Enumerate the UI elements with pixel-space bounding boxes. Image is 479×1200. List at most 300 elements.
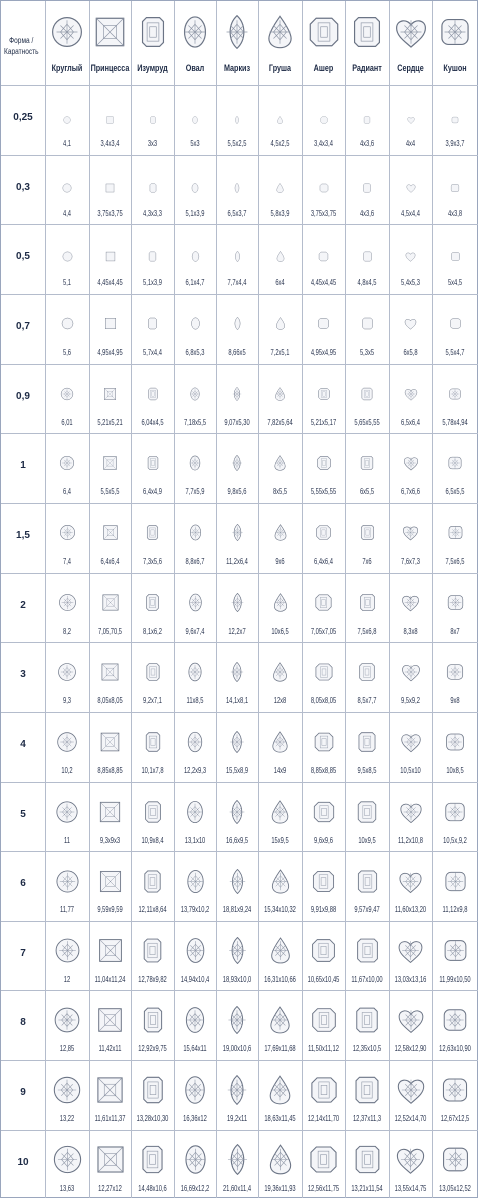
shape-column-header: Ашер: [313, 63, 334, 73]
cushion-gem-icon: [441, 1006, 469, 1039]
size-value: 5x3: [190, 139, 200, 148]
emerald-gem-icon: [143, 593, 162, 617]
round-gem-icon: [55, 869, 80, 899]
size-value: 6,4x4,9: [143, 487, 162, 497]
oval-gem-icon: [186, 593, 205, 617]
size-value: 6,01: [61, 417, 73, 427]
size-value: 18,63x11,45: [264, 1114, 296, 1124]
size-value: 6,8x5,3: [185, 347, 205, 357]
marquise-gem-icon: [223, 1006, 251, 1039]
size-value: 7,18x5,5: [183, 417, 207, 427]
cushion-gem-icon: [447, 455, 463, 476]
oval-gem-icon: [183, 869, 208, 899]
heart-gem-icon: [394, 15, 428, 54]
row-divider: [1, 921, 478, 922]
radiant-gem-icon: [362, 249, 373, 267]
round-gem-icon: [58, 593, 77, 617]
size-value: 15x9,5: [271, 835, 289, 845]
shape-column-header: Кушон: [443, 63, 467, 73]
size-value: 5,78x4,94: [442, 417, 468, 427]
asscher-gem-icon: [312, 800, 336, 829]
size-value: 5,8x3,9: [270, 208, 290, 218]
heart-gem-icon: [402, 524, 419, 546]
size-value: 5,4x5,3: [401, 278, 420, 288]
size-value: 11,2x10,8: [398, 835, 423, 845]
carat-label: 5: [20, 808, 26, 820]
cushion-gem-icon: [443, 869, 468, 899]
oval-gem-icon: [190, 180, 200, 198]
size-value: 11x8,5: [186, 696, 204, 706]
size-value: 15,64x11: [183, 1044, 207, 1054]
cushion-gem-icon: [450, 180, 460, 198]
carat-label: 0,5: [16, 251, 30, 263]
size-value: 6,04x4,5: [141, 417, 164, 427]
size-value: 12,56x11,75: [307, 1183, 340, 1193]
radiant-gem-icon: [356, 731, 378, 758]
size-value: 13,63: [59, 1183, 75, 1193]
princess-gem-icon: [106, 111, 114, 129]
size-value: 5,55x5,55: [310, 487, 337, 497]
size-value: 7,7x4,4: [227, 278, 247, 288]
size-value: 13,22: [59, 1114, 75, 1124]
size-value: 10x9,5: [358, 835, 376, 845]
row-divider: [1, 224, 478, 225]
shape-column-header: Груша: [268, 63, 292, 73]
column-divider: [258, 1, 259, 1198]
size-value: 8,3x8: [403, 626, 418, 636]
size-value: 6,1x4,7: [185, 278, 205, 288]
size-value: 13,1x10: [184, 835, 206, 845]
row-divider: [1, 155, 478, 156]
row-divider: [1, 364, 478, 365]
size-value: 10,1x7,8: [141, 765, 164, 775]
princess-gem-icon: [98, 800, 122, 829]
princess-gem-icon: [105, 249, 116, 267]
size-value: 9,2x7,1: [143, 696, 162, 706]
size-value: 9,5x9,2: [401, 696, 420, 706]
marquise-gem-icon: [229, 455, 245, 476]
size-value: 18,81x9,24: [222, 905, 252, 915]
carat-label: 4: [20, 738, 26, 750]
emerald-gem-icon: [146, 387, 160, 406]
size-value: 12,2x7: [228, 626, 246, 636]
row-divider: [1, 573, 478, 574]
asscher-gem-icon: [314, 662, 334, 687]
round-gem-icon: [60, 387, 74, 406]
pear-gem-icon: [267, 937, 294, 969]
size-value: 8,8x6,7: [185, 556, 205, 566]
princess-gem-icon: [103, 387, 117, 406]
carat-label: 0,7: [16, 320, 30, 332]
heart-gem-icon: [395, 1144, 426, 1180]
emerald-gem-icon: [139, 1006, 167, 1039]
round-gem-icon: [50, 15, 84, 54]
size-value: 6,5x5,5: [445, 487, 465, 497]
size-value: 4,1: [62, 139, 72, 148]
emerald-gem-icon: [138, 1075, 168, 1110]
princess-gem-icon: [105, 180, 115, 198]
size-value: 12,63x10,90: [439, 1044, 471, 1054]
size-value: 9,91x9,88: [310, 905, 337, 915]
size-value: 5,5x2,5: [227, 139, 247, 148]
size-value: 12,35x10,5: [352, 1044, 382, 1054]
cushion-gem-icon: [445, 662, 465, 687]
size-value: 3x3: [147, 139, 158, 148]
asscher-gem-icon: [310, 1006, 338, 1039]
emerald-gem-icon: [140, 869, 165, 899]
oval-gem-icon: [187, 524, 204, 546]
pear-gem-icon: [270, 662, 290, 687]
size-value: 8,05x8,05: [310, 696, 337, 706]
carat-label: 10: [17, 1156, 29, 1168]
round-gem-icon: [59, 524, 76, 546]
emerald-gem-icon: [144, 524, 161, 546]
size-value: 9,5x8,5: [357, 765, 377, 775]
marquise-gem-icon: [228, 593, 247, 617]
marquise-gem-icon: [233, 111, 241, 129]
marquise-gem-icon: [222, 1075, 252, 1110]
round-gem-icon: [62, 180, 72, 198]
size-value: 9,8x5,6: [227, 487, 247, 497]
column-divider: [302, 1, 303, 1198]
size-value: 11,50x11,12: [308, 1044, 339, 1054]
size-value: 7,3x5,6: [143, 556, 162, 566]
emerald-gem-icon: [147, 249, 158, 267]
size-value: 14x9: [273, 765, 287, 775]
round-gem-icon: [55, 800, 79, 829]
size-value: 5,21x5,17: [310, 417, 337, 427]
corner-header-line1: Форма /: [9, 36, 34, 45]
emerald-gem-icon: [141, 800, 165, 829]
size-value: 8x5,5: [272, 487, 288, 497]
column-divider: [174, 1, 175, 1198]
size-value: 6x5,8: [403, 347, 418, 357]
oval-gem-icon: [189, 317, 202, 335]
size-value: 4,5x2,5: [270, 139, 290, 148]
size-value: 10,5x,9,2: [443, 835, 467, 845]
oval-gem-icon: [191, 111, 199, 129]
carat-label: 0,25: [13, 112, 33, 123]
size-value: 9x8: [450, 696, 460, 706]
round-gem-icon: [53, 1006, 81, 1039]
carat-label: 6: [20, 878, 26, 890]
size-value: 12,67x12,5: [440, 1114, 470, 1124]
heart-gem-icon: [405, 249, 416, 267]
size-value: 13,55x14,75: [394, 1183, 427, 1193]
size-value: 11,60x13,20: [394, 905, 427, 915]
pear-gem-icon: [269, 731, 291, 758]
size-value: 4x4: [405, 139, 416, 148]
oval-gem-icon: [178, 15, 212, 54]
heart-gem-icon: [406, 180, 416, 198]
marquise-gem-icon: [229, 524, 246, 546]
asscher-gem-icon: [310, 937, 337, 969]
cushion-gem-icon: [443, 800, 467, 829]
size-value: 6,5x6,4: [401, 417, 420, 427]
emerald-gem-icon: [139, 937, 166, 969]
radiant-gem-icon: [362, 180, 372, 198]
size-value: 11,67x10,00: [351, 974, 383, 984]
heart-gem-icon: [400, 731, 422, 758]
corner-header: [4, 35, 38, 57]
marquise-gem-icon: [225, 800, 249, 829]
emerald-gem-icon: [148, 180, 158, 198]
size-value: 12x8: [273, 696, 287, 706]
size-value: 6x5,5: [359, 487, 375, 497]
oval-gem-icon: [185, 662, 205, 687]
size-value: 4,45x4,45: [310, 278, 337, 288]
marquise-gem-icon: [225, 869, 250, 899]
pear-gem-icon: [274, 317, 287, 335]
cushion-gem-icon: [448, 387, 462, 406]
marquise-gem-icon: [232, 180, 242, 198]
pear-gem-icon: [265, 1144, 296, 1180]
column-divider: [345, 1, 346, 1198]
size-value: 5,7x4,4: [143, 347, 162, 357]
size-value: 5,6: [62, 347, 72, 357]
size-value: 8,5x7,7: [357, 696, 377, 706]
size-value: 4,5x4,4: [401, 208, 420, 218]
asscher-gem-icon: [314, 593, 333, 617]
size-value: 9,6x7,4: [185, 626, 205, 636]
cushion-gem-icon: [446, 593, 465, 617]
princess-gem-icon: [102, 455, 118, 476]
size-value: 9,57x9,47: [354, 905, 380, 915]
pear-gem-icon: [263, 15, 297, 54]
size-value: 7,2x5,1: [270, 347, 290, 357]
shape-column-header: Круглый: [51, 63, 83, 73]
princess-gem-icon: [100, 662, 120, 687]
size-value: 9,6x9,6: [314, 835, 333, 845]
radiant-gem-icon: [359, 455, 375, 476]
carat-label: 0,9: [16, 390, 30, 402]
size-value: 16,36x12: [183, 1114, 207, 1124]
size-value: 6,5x3,7: [227, 208, 247, 218]
size-value: 7,05,70,5: [97, 626, 123, 636]
size-value: 5,65x5,55: [354, 417, 380, 427]
radiant-gem-icon: [357, 662, 377, 687]
size-value: 10x6,5: [271, 626, 289, 636]
princess-gem-icon: [98, 869, 123, 899]
pear-gem-icon: [273, 387, 287, 406]
princess-gem-icon: [96, 1006, 124, 1039]
column-divider: [45, 1, 46, 1198]
cushion-gem-icon: [440, 1075, 470, 1110]
size-value: 8,05x8,05: [97, 696, 123, 706]
size-value: 10x8,5: [446, 765, 464, 775]
princess-gem-icon: [97, 937, 124, 969]
size-value: 15,34x10,32: [264, 905, 296, 915]
size-value: 10,2: [61, 765, 73, 775]
shape-column-header: Принцесса: [90, 63, 130, 73]
marquise-gem-icon: [220, 15, 254, 54]
size-value: 7,05x7,05: [310, 626, 337, 636]
header-divider: [1, 85, 478, 86]
column-divider: [389, 1, 390, 1198]
carat-label: 1,5: [16, 529, 30, 541]
size-value: 10,9x8,4: [141, 835, 164, 845]
pear-gem-icon: [266, 1006, 294, 1039]
radiant-gem-icon: [363, 111, 371, 129]
corner-header-line2: Каратность: [4, 47, 39, 56]
round-gem-icon: [52, 1144, 83, 1180]
size-value: 14,94x10,4: [180, 974, 210, 984]
size-value: 11,04x11,24: [94, 974, 126, 984]
pear-gem-icon: [268, 800, 292, 829]
princess-gem-icon: [95, 1075, 125, 1110]
pear-gem-icon: [271, 593, 290, 617]
carat-label: 1: [20, 460, 26, 472]
heart-gem-icon: [397, 1006, 425, 1039]
size-value: 12,11x8,64: [138, 905, 167, 915]
shape-column-header: Маркиз: [223, 63, 251, 73]
round-gem-icon: [62, 249, 73, 267]
size-value: 7x6: [362, 556, 372, 566]
size-value: 16,69x12,2: [180, 1183, 210, 1193]
row-divider: [1, 851, 478, 852]
size-value: 7,4: [62, 556, 72, 566]
oval-gem-icon: [180, 1144, 211, 1180]
emerald-gem-icon: [137, 1144, 168, 1180]
size-value: 8,1x6,2: [143, 626, 162, 636]
size-value: 12: [63, 974, 71, 984]
carat-label: 9: [20, 1087, 26, 1099]
size-value: 12,14x11,70: [307, 1114, 340, 1124]
size-value: 19,36x11,93: [264, 1183, 296, 1193]
cushion-gem-icon: [440, 1144, 471, 1180]
marquise-gem-icon: [222, 1144, 253, 1180]
round-gem-icon: [52, 1075, 82, 1110]
size-value: 16,31x10,66: [264, 974, 296, 984]
asscher-gem-icon: [311, 869, 336, 899]
marquise-gem-icon: [226, 731, 248, 758]
size-value: 8,85x8,85: [310, 765, 337, 775]
cushion-gem-icon: [442, 937, 469, 969]
size-value: 5x4,5: [447, 278, 463, 288]
size-value: 8,66x5: [228, 347, 246, 357]
heart-gem-icon: [397, 937, 424, 969]
size-value: 5,1x3,9: [143, 278, 162, 288]
size-value: 11,61x11,37: [94, 1114, 126, 1124]
pear-gem-icon: [275, 249, 286, 267]
size-value: 3,9x3,7: [445, 139, 465, 148]
asscher-gem-icon: [309, 1075, 339, 1110]
pear-gem-icon: [272, 455, 288, 476]
marquise-gem-icon: [230, 387, 244, 406]
emerald-gem-icon: [149, 111, 157, 129]
size-value: 12,78x9,82: [138, 974, 167, 984]
heart-gem-icon: [404, 317, 417, 335]
column-divider: [89, 1, 90, 1198]
size-value: 12,2x9,3: [183, 765, 207, 775]
round-gem-icon: [61, 317, 74, 335]
size-value: 4,8x4,5: [357, 278, 377, 288]
size-value: 13,79x10,2: [180, 905, 210, 915]
oval-gem-icon: [190, 249, 201, 267]
size-value: 9,07x5,30: [224, 417, 250, 427]
size-value: 12,37x11,3: [352, 1114, 382, 1124]
size-value: 4x3,6: [359, 208, 375, 218]
emerald-gem-icon: [146, 317, 159, 335]
size-value: 5,5x5,5: [100, 487, 120, 497]
size-value: 7,5x6,5: [445, 556, 465, 566]
cushion-gem-icon: [438, 15, 472, 54]
pear-gem-icon: [275, 180, 285, 198]
radiant-gem-icon: [350, 15, 384, 54]
marquise-gem-icon: [227, 662, 247, 687]
oval-gem-icon: [180, 1075, 210, 1110]
size-value: 12,58x12,90: [394, 1044, 427, 1054]
row-divider: [1, 1060, 478, 1061]
asscher-gem-icon: [317, 387, 331, 406]
size-value: 13,21x11,54: [351, 1183, 383, 1193]
asscher-gem-icon: [319, 180, 329, 198]
pear-gem-icon: [265, 1075, 295, 1110]
radiant-gem-icon: [352, 1144, 383, 1180]
size-value: 5,21x5,21: [97, 417, 123, 427]
cushion-gem-icon: [444, 731, 466, 758]
size-value: 11,12x9,8: [442, 905, 468, 915]
size-value: 9,3x9x3: [99, 835, 121, 845]
oval-gem-icon: [183, 800, 207, 829]
size-value: 4,95x4,95: [97, 347, 123, 357]
emerald-gem-icon: [136, 15, 170, 54]
size-value: 18,93x10,0: [222, 974, 252, 984]
marquise-gem-icon: [231, 317, 244, 335]
size-value: 8,85x8,85: [97, 765, 123, 775]
princess-gem-icon: [93, 15, 127, 54]
size-value: 13,05x12,52: [439, 1183, 471, 1193]
pear-gem-icon: [272, 524, 289, 546]
size-value: 7,82x5,64: [267, 417, 293, 427]
size-value: 17,69x11,68: [264, 1044, 296, 1054]
heart-gem-icon: [396, 1075, 426, 1110]
size-value: 10,5x10: [400, 765, 421, 775]
size-value: 3,75x3,75: [97, 208, 123, 218]
size-value: 14,48x10,6: [138, 1183, 167, 1193]
size-value: 5,1x3,9: [185, 208, 205, 218]
pear-gem-icon: [276, 111, 284, 129]
heart-gem-icon: [399, 800, 423, 829]
princess-gem-icon: [104, 317, 117, 335]
row-divider: [1, 1130, 478, 1131]
size-value: 12,85: [59, 1044, 75, 1054]
asscher-gem-icon: [313, 731, 335, 758]
size-value: 11,99x10,50: [439, 974, 471, 984]
size-value: 6,4x6,4: [100, 556, 120, 566]
radiant-gem-icon: [354, 937, 381, 969]
round-gem-icon: [59, 455, 75, 476]
asscher-gem-icon: [320, 111, 328, 129]
princess-gem-icon: [99, 731, 121, 758]
size-value: 14,1x8,1: [225, 696, 249, 706]
emerald-gem-icon: [145, 455, 161, 476]
size-value: 12,27x12: [98, 1183, 122, 1193]
row-divider: [1, 642, 478, 643]
size-value: 5,3x5: [359, 347, 375, 357]
size-value: 5,5x4,7: [445, 347, 465, 357]
marquise-gem-icon: [224, 937, 251, 969]
radiant-gem-icon: [359, 524, 376, 546]
heart-gem-icon: [398, 869, 423, 899]
asscher-gem-icon: [307, 15, 341, 54]
cushion-gem-icon: [451, 111, 459, 129]
shape-column-header: Изумруд: [137, 63, 168, 73]
size-value: 13,28x10,30: [136, 1114, 169, 1124]
size-value: 5,1: [62, 278, 72, 288]
size-value: 6,4: [62, 487, 72, 497]
size-value: 8,2: [62, 626, 72, 636]
